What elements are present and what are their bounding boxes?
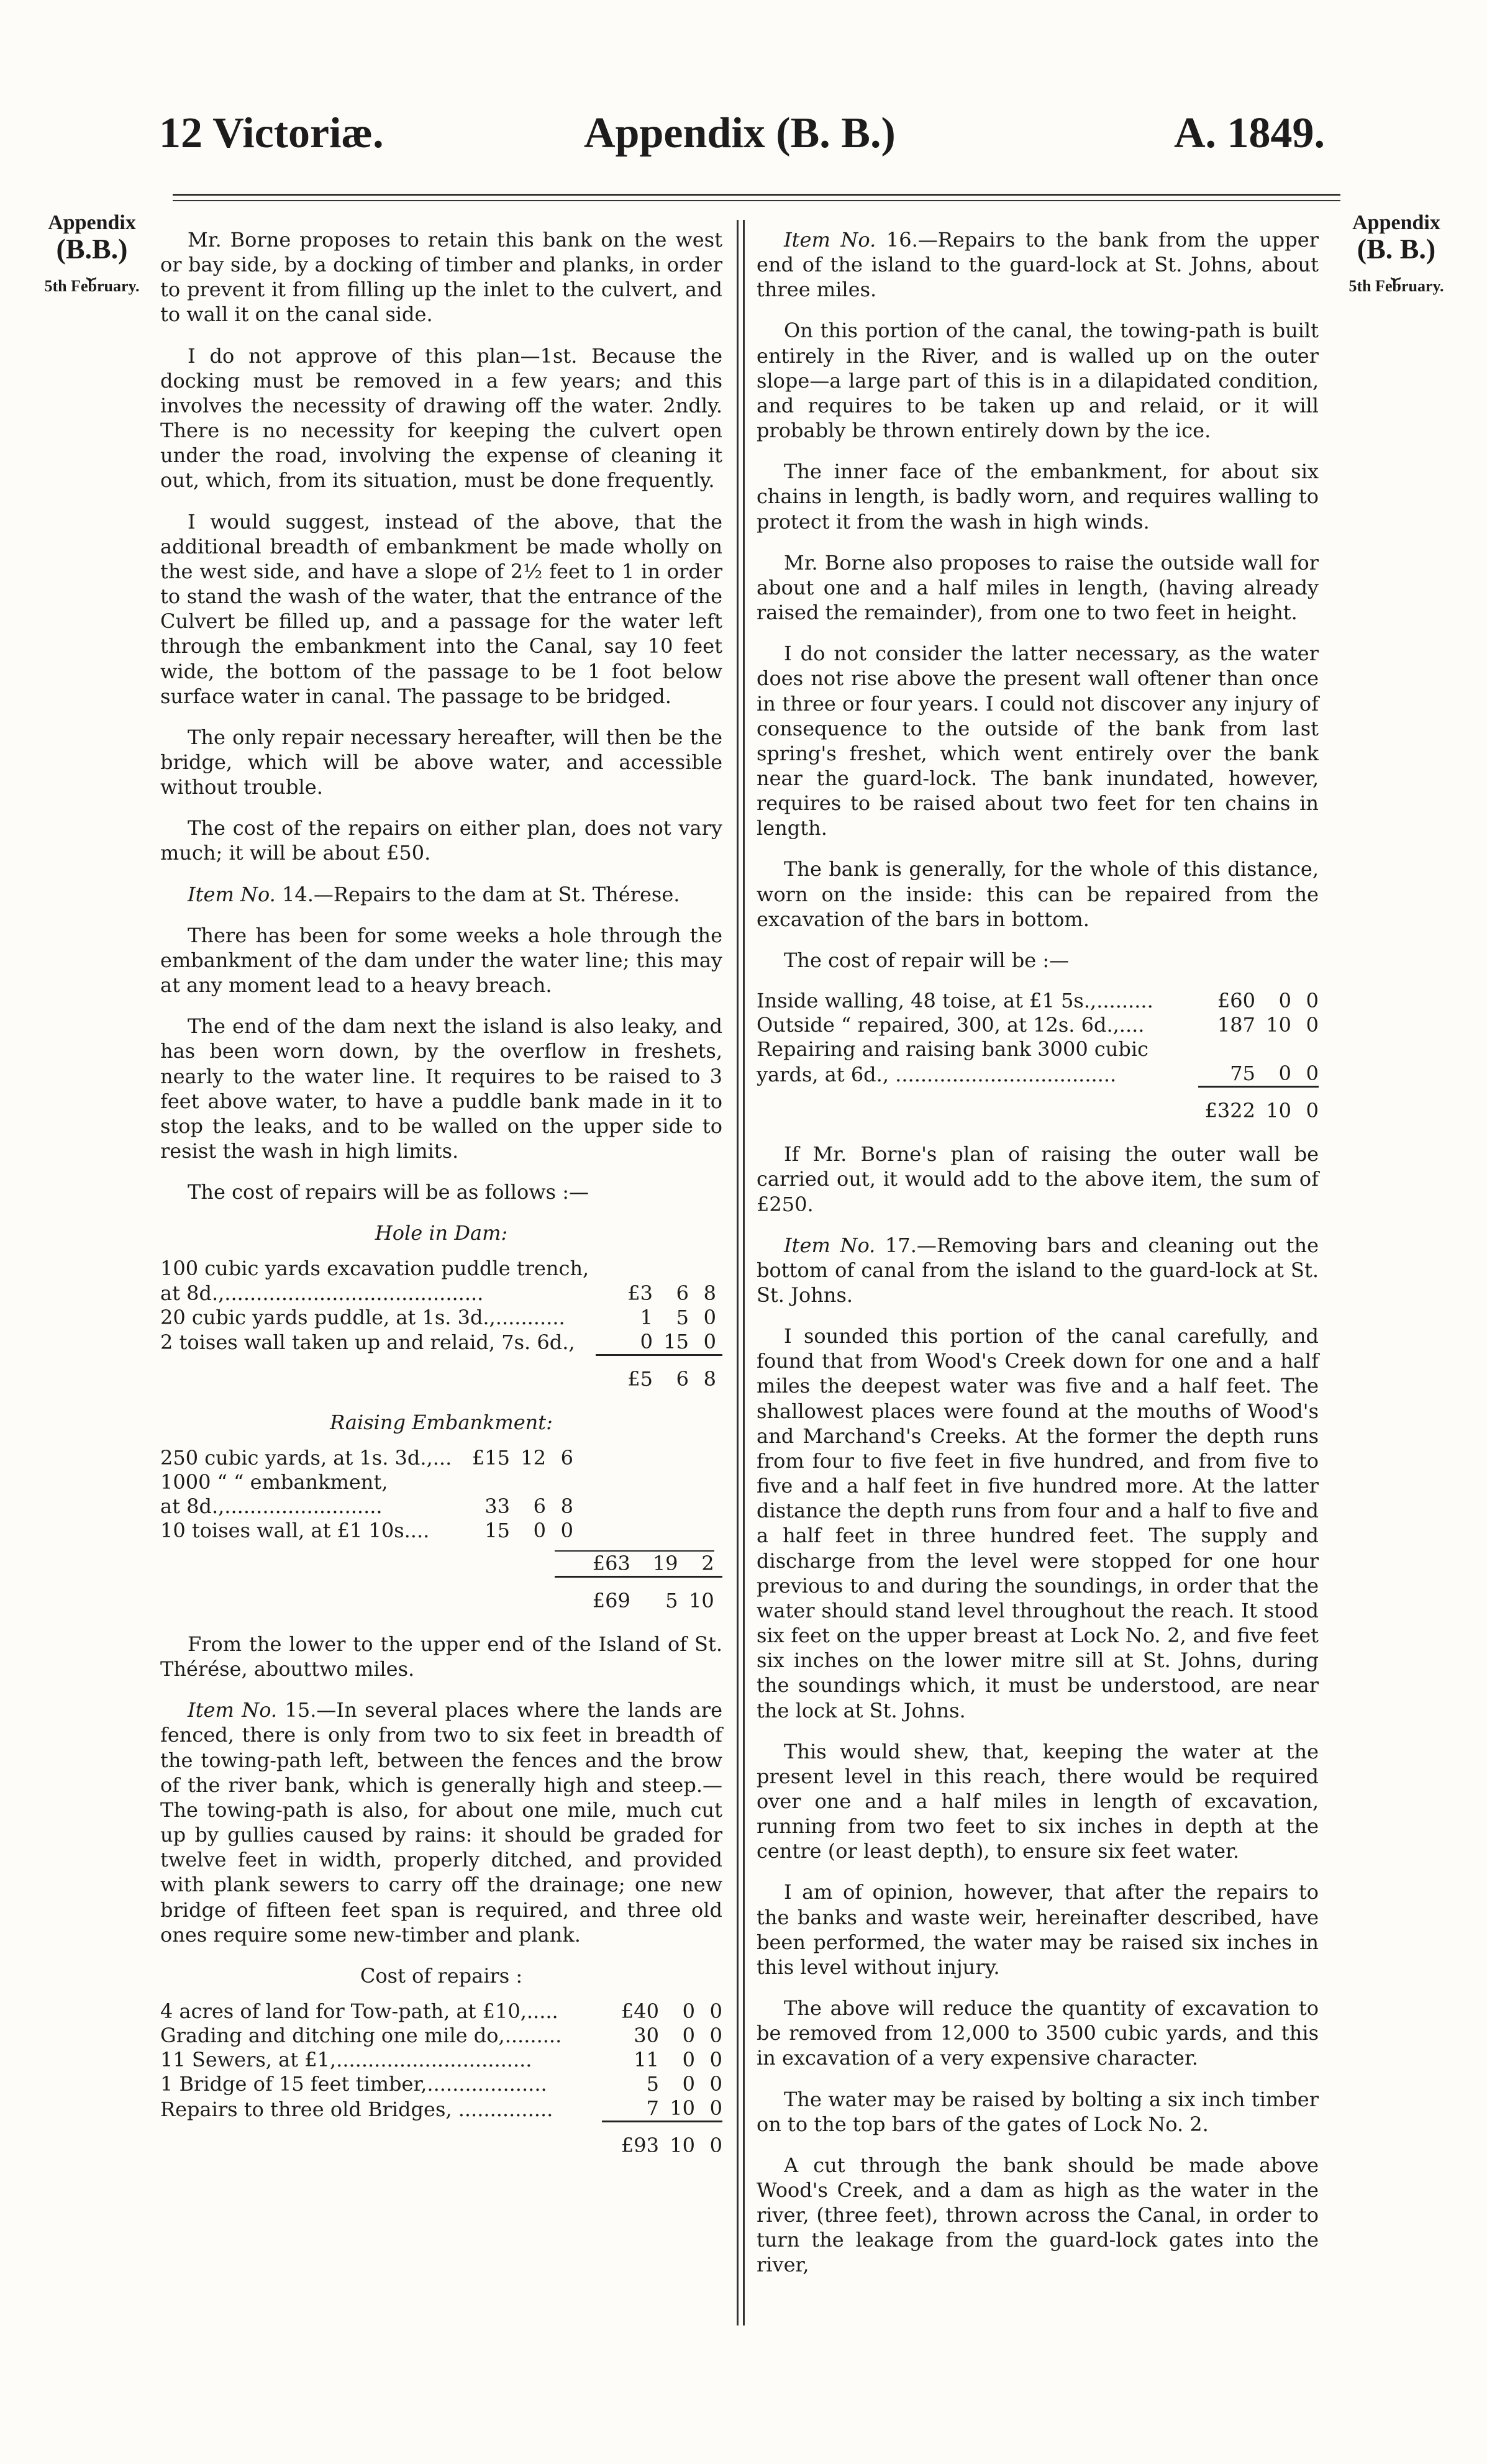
paragraph: This would shew, that, keeping the water at the present level in this reach, there would be required over one and a half miles in length of excavation, running from two feet to six inches in depth at the centre (or least depth), to ensure six feet water. <box>757 1739 1319 1863</box>
paragraph: Mr. Borne also proposes to raise the outside wall for about one and a half miles in length, (having already raised the remainder), from one to two feet in height. <box>757 550 1319 625</box>
column-divider <box>737 220 739 2325</box>
item-text: 16.—Repairs to the bank from the upper end of the island to the guard-lock at St. Johns, about three miles. <box>757 228 1319 302</box>
table-total-row: £69 5 10 <box>592 1588 714 1612</box>
margin-ref-label: (B. B.) <box>1357 233 1436 265</box>
cost-of-repairs-heading: Cost of repairs : <box>360 1963 523 1988</box>
item-14-heading <box>160 882 722 907</box>
item-text: 14.—Repairs to the dam at St. Thérese. <box>282 882 680 906</box>
table-row: 20 cubic yards puddle, at 1s. 3d.,........... 1 5 0 <box>160 1305 716 1329</box>
table-row: Repairs to three old Bridges, ............... 7 10 0 <box>160 2096 722 2121</box>
paragraph: A cut through the bank should be made above Wood's Creek, and a dam as high as the water in the river, (three feet), thrown across the Canal, in order to turn the leakage from the guard-lock gates into the river, <box>757 2153 1319 2277</box>
paragraph: I sounded this portion of the canal carefully, and found that from Wood's Creek down for one and a half miles the deepest water was five and a half feet. The shallowest places were found at the mouths of Wood's and Marchand's Creeks. At the former the depth runs from four to five feet in five hundred, and from five to five and a half feet in five hundred more. At the latter distance the depth runs from four and a half to five and a half feet in three hundred feet. The supply and discharge from the level were stopped for one hour previous to and during the soundings, in order that the water should stand level throughout the reach. It stood six feet on the upper breast at Lock No. 2, and five feet six inches on the lower mitre sill at St. Johns, during the soundings which, it must be understood, are near the lock at St. Johns. <box>757 1324 1319 1722</box>
paragraph: There has been for some weeks a hole through the embankment of the dam under the water line; this may at any moment lead to a heavy breach. <box>160 923 722 998</box>
paragraph: The above will reduce the quantity of excavation to be removed from 12,000 to 3500 cubic yards, and this in excavation of a very expensive character. <box>757 1996 1319 2070</box>
table-subtotal-row: £63 19 2 <box>160 1551 722 1577</box>
paragraph: I am of opinion, however, that after the repairs to the banks and waste weir, hereinafter described, have been performed, the water may be raised six inches in this level without injury. <box>757 1880 1319 1979</box>
table-row: at 8d.,......................... 33 6 8 <box>160 1494 573 1518</box>
margin-note-left <box>30 211 154 296</box>
table-row: 11 Sewers, at £1,............................... 11 0 0 <box>160 2048 722 2072</box>
item-label: Item No. <box>784 228 876 252</box>
paragraph: The water may be raised by bolting a six inch timber on to the top bars of the gates of Lock No. 2. <box>757 2087 1319 2136</box>
table-total-row: £93 10 0 <box>621 2134 722 2158</box>
table-row: 2 toises wall taken up and relaid, 7s. 6d., 0 15 0 <box>160 1329 716 1355</box>
margin-date-label: 5th February. <box>1348 277 1444 296</box>
paragraph: I do not approve of this plan—1st. Because the docking must be removed in a few years; and this involves the necessity of drawing off the water. 2ndly. There is no necessity for keeping the culvert open under the road, involving the expense of cleaning it out, which, from its situation, must be done frequently. <box>160 343 722 493</box>
header-session: 12 Victoriæ. <box>159 109 384 157</box>
paragraph: On this portion of the canal, the towing-path is built entirely in the River, and is walled up on the outer slope—a large part of this is in a dilapidated condition, and requires to be taken up and relaid, or it will probably be thrown entirely down by the ice. <box>757 319 1319 443</box>
table-row: Outside “ repaired, 300, at 12s. 6d.,.... 187 10 0 <box>757 1013 1319 1037</box>
margin-brace-icon: ⏟ <box>1390 260 1403 280</box>
table-row: 250 cubic yards, at 1s. 3d.,... £15 12 6 <box>160 1445 573 1470</box>
paragraph: The cost of the repairs on either plan, does not vary much; it will be about £50. <box>160 816 722 865</box>
table-row: 100 cubic yards excavation puddle trench, <box>160 1257 589 1281</box>
paragraph: The bank is generally, for the whole of this distance, worn on the inside: this can be repaired from the excavation of the bars in bottom. <box>757 857 1319 931</box>
column-divider <box>743 220 745 2325</box>
raising-embankment-totals <box>160 1550 722 1613</box>
header-rule-top <box>173 194 1340 196</box>
item-label: Item No. <box>188 1698 278 1722</box>
paragraph: The only repair necessary hereafter, will then be the bridge, which will be above water, and accessible without trouble. <box>160 725 722 799</box>
paragraph: I do not consider the latter necessary, as the water does not rise above the present wall oftener than once in three or four years. I could not discover any injury of consequence to the outside of the bank from last spring's freshet, which went entirely over the bank near the guard-lock. The bank inundated, however, requires to be raised about two feet for ten chains in length. <box>757 642 1319 840</box>
table-row: Repairing and raising bank 3000 cubic <box>757 1037 1149 1062</box>
header-rule-bottom <box>173 200 1340 201</box>
table-row: yards, at 6d., ................................... 75 0 0 <box>757 1062 1319 1086</box>
margin-ref-label: (B.B.) <box>56 233 128 265</box>
left-column <box>160 227 722 2176</box>
table-row: at 8d.,......................................... £3 6 8 <box>160 1281 716 1305</box>
margin-date-label: 5th February. <box>44 277 140 296</box>
item-15-cost-table <box>160 1999 722 2158</box>
table-row: 10 toises wall, at £1 10s.... 15 0 0 <box>160 1518 573 1542</box>
margin-brace-icon: ⏟ <box>86 260 98 280</box>
item-text: 17.—Removing bars and cleaning out the bottom of canal from the island to the guard-lock at St. St. Johns. <box>757 1233 1319 1307</box>
header-year: A. 1849. <box>1174 109 1326 157</box>
hole-in-dam-heading: Hole in Dam: <box>375 1221 508 1245</box>
table-row: 1 Bridge of 15 feet timber,................... 5 0 0 <box>160 2072 722 2096</box>
raising-embankment-table <box>160 1446 722 1543</box>
item-label: Item No. <box>784 1233 876 1257</box>
item-label: Item No. <box>188 882 276 906</box>
paragraph: Mr. Borne proposes to retain this bank on the west or bay side, by a docking of timber and planks, in order to prevent it from filling up the inlet to the culvert, and to wall it on the canal side. <box>160 228 722 327</box>
item-15-heading <box>160 1698 722 1947</box>
item-16-cost-table <box>757 989 1319 1123</box>
paragraph: The inner face of the embankment, for about six chains in length, is badly worn, and requires walling to protect it from the wash in high winds. <box>757 460 1319 534</box>
table-total-row: £322 10 0 <box>1204 1099 1319 1123</box>
paragraph: The cost of repairs will be as follows :— <box>188 1180 589 1204</box>
paragraph: The end of the dam next the island is also leaky, and has been worn down, by the overflow in freshets, nearly to the water line. It requires to be raised to 3 feet above water, to have a puddle bank made in it to stop the leaks, and to be walled on the upper side to resist the wash in high limits. <box>160 1014 722 1163</box>
header-appendix: Appendix (B. B.) <box>584 109 896 157</box>
table-row: 1000 “ “ embankment, <box>160 1470 388 1494</box>
table-row: Inside walling, 48 toise, at £1 5s.,......... £60 0 0 <box>757 989 1319 1013</box>
margin-appendix-label: Appendix <box>48 211 136 234</box>
table-row: 4 acres of land for Tow-path, at £10,..... £40 0 0 <box>160 1999 722 2023</box>
raising-embankment-heading: Raising Embankment: <box>330 1410 553 1434</box>
table-rule <box>160 1576 722 1581</box>
table-row: Grading and ditching one mile do,......... 30 0 0 <box>160 2024 722 2048</box>
paragraph: If Mr. Borne's plan of raising the outer wall be carried out, it would add to the above item, the sum of £250. <box>757 1142 1319 1216</box>
paragraph: I would suggest, instead of the above, that the additional breadth of embankment be made wholly on the west side, and have a slope of 2½ feet to 1 in order to stand the wash of the water, that the entrance of the Culvert be filled up, and a passage for the water left through the embankment into the Canal, say 10 feet wide, the bottom of the passage to be 1 foot below surface water in canal. The passage to be bridged. <box>160 509 722 708</box>
table-rule <box>160 2122 722 2127</box>
table-rule <box>757 1087 1319 1092</box>
right-column <box>757 227 1319 2294</box>
item-17-heading <box>757 1233 1319 1307</box>
item-16-heading <box>757 227 1319 302</box>
paragraph: From the lower to the upper end of the Island of St. Thérése, abouttwo miles. <box>160 1632 722 1681</box>
paragraph: The cost of repair will be :— <box>784 948 1070 972</box>
item-text: 15.—In several places where the lands are fenced, there is only from two to six feet in breadth of the towing-path left, between the fences and the brow of the river bank, which is generally high and steep.—The towing-path is also, for about one mile, much cut up by gullies caused by rains: it should be graded for twelve feet in width, properly ditched, and provided with plank sewers to carry off the drainage; one new bridge of fifteen feet span is required, and three old ones require some new-timber and plank. <box>160 1698 723 1947</box>
margin-appendix-label: Appendix <box>1352 211 1440 234</box>
table-rule <box>160 1355 722 1360</box>
margin-note-right <box>1328 211 1465 296</box>
hole-in-dam-table <box>160 1257 722 1391</box>
table-total-row: £5 6 8 <box>627 1366 716 1391</box>
